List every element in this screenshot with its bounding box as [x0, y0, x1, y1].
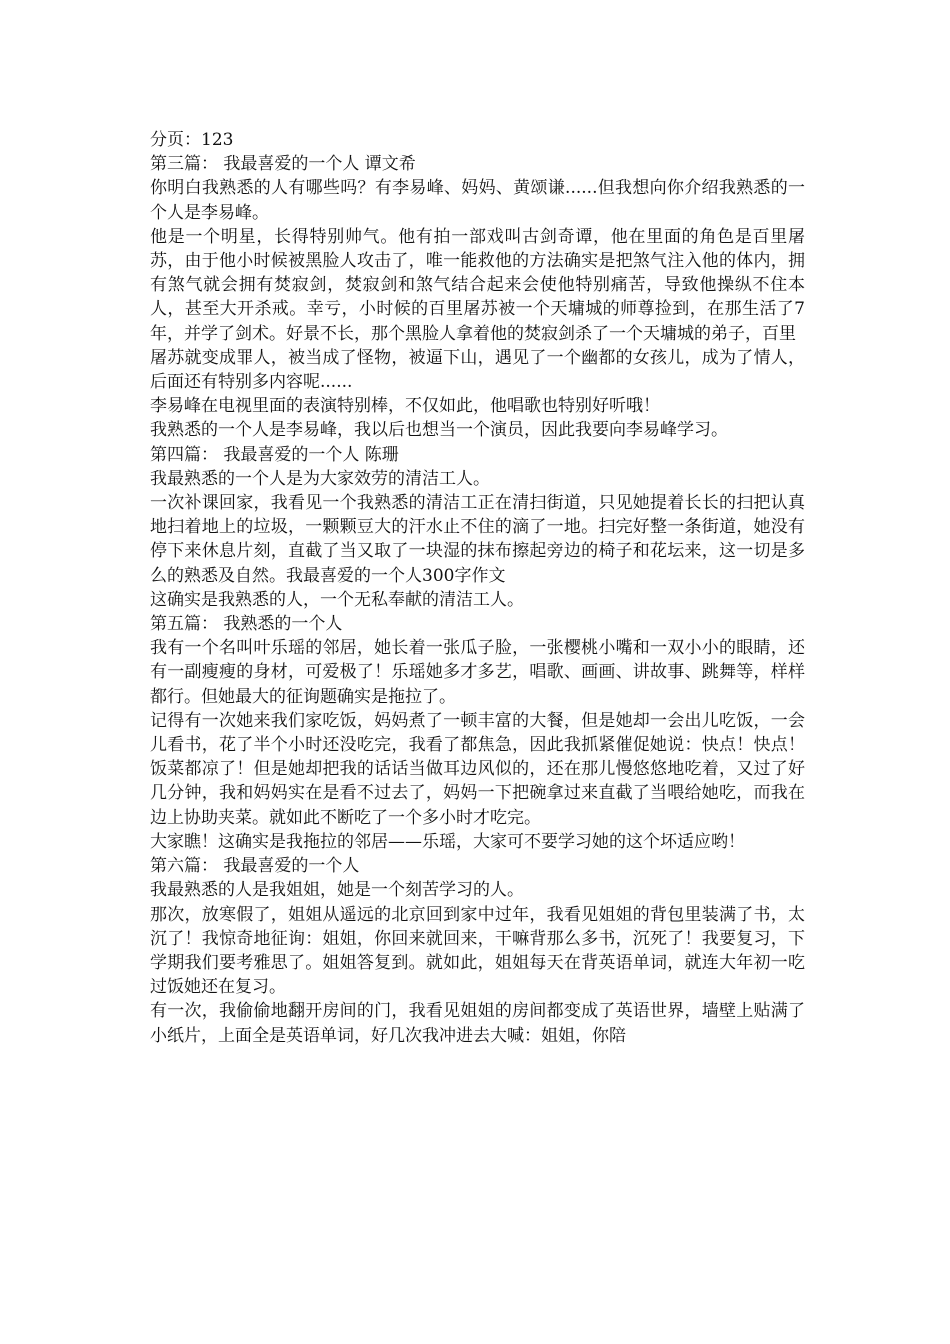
page-label: 分页：123	[150, 130, 234, 150]
paragraph: 大家瞧！这确实是我拖拉的邻居——乐瑶，大家可不要学习她的这个坏适应哟！	[150, 831, 745, 852]
paragraph: 我熟悉的一个人是李易峰，我以后也想当一个演员，因此我要向李易峰学习。	[150, 420, 728, 441]
document-page	[150, 128, 805, 1048]
paragraph: 我有一个名叫叶乐瑶的邻居，她长着一张瓜子脸，一张樱桃小嘴和一双小小的眼睛，还有一副瘦瘦的身材，可爱极了！乐瑶她多才多艺，唱歌、画画、讲故事、跳舞等，样样都行。但她最大的征询题确实是拖拉了。	[150, 638, 805, 707]
paragraph: 这确实是我熟悉的人，一个无私奉献的清洁工人。	[150, 589, 524, 610]
paragraph: 他是一个明星，长得特别帅气。他有拍一部戏叫古剑奇谭，他在里面的角色是百里屠苏，由于他小时候被黑脸人攻击了，唯一能救他的方法确实是把煞气注入他的体内，拥有煞气就会拥有焚寂剑，焚寂剑和煞气结合起来会使他特别痛苦，导致他操纵不住本人，甚至大开杀戒。幸亏，小时候的百里屠苏被一个天墉城的师尊捡到，在那生活了7年，并学了剑术。好景不长，那个黑脸人拿着他的焚寂剑杀了一个天墉城的弟子，百里	[150, 226, 805, 344]
section-heading-4: 第四篇： 我最喜爱的一个人 陈珊	[150, 444, 399, 465]
paragraph: 那次，放寒假了，姐姐从遥远的北京回到家中过年，我看见姐姐的背包里装满了书，太沉了！我惊奇地征询：姐姐，你回来就回来，干嘛背那么多书，沉死了！我要复习，下学期我们要考雅思了。姐姐答复到。就如此，姐姐每天在背英语单词，就连大年初一吃过饭她还在复习。	[150, 904, 805, 998]
section-heading-5: 第五篇： 我熟悉的一个人	[150, 614, 343, 635]
paragraph: 我最熟悉的人是我姐姐，她是一个刻苦学习的人。	[150, 880, 524, 901]
paragraph: 我最熟悉的一个人是为大家效劳的清洁工人。	[150, 468, 490, 489]
paragraph: 有一次，我偷偷地翻开房间的门，我看见姐姐的房间都变成了英语世界，墙壁上贴满了小纸片，上面全是英语单词，好几次我冲进去大喊：姐姐，你陪	[150, 1001, 805, 1046]
section-heading-6: 第六篇： 我最喜爱的一个人	[150, 856, 360, 877]
paragraph: 记得有一次她来我们家吃饭，妈妈煮了一顿丰富的大餐，但是她却一会出儿吃饭，一会儿看书，花了半个小时还没吃完，我看了都焦急，因此我抓紧催促她说：快点！快点！饭菜都凉了！但是她却把我的话话当做耳边风似的，还在那儿慢悠悠地吃着，又过了好几分钟，我和妈妈实在是看不过去了，妈妈一下把碗拿过来直截了当喂给她吃，而我在边上协助夹菜。就如此不断吃了一个多小时才吃完。	[150, 710, 805, 828]
paragraph: 你明白我熟悉的人有哪些吗？有李易峰、妈妈、黄颂谦......但我想向你介绍我熟悉的一个人是李易峰。	[150, 178, 805, 223]
paragraph: 李易峰在电视里面的表演特别棒，不仅如此，他唱歌也特别好听哦！	[150, 396, 660, 417]
paragraph: 一次补课回家，我看见一个我熟悉的清洁工正在清扫街道，只见她提着长长的扫把认真地扫着地上的垃圾，一颗颗豆大的汗水止不住的滴了一地。扫完好整一条街道，她没有停下来休息片刻，直截了当又取了一块湿的抹布擦起旁边的椅子和花坛来，这一切是多么的熟悉及自然。我最喜爱的一个人300字作文	[150, 493, 805, 586]
section-heading-3: 第三篇： 我最喜爱的一个人 谭文希	[150, 154, 416, 175]
paragraph: 屠苏就变成罪人，被当成了怪物，被逼下山，遇见了一个幽都的女孩儿，成为了情人，后面还有特别多内容呢......	[150, 347, 805, 393]
